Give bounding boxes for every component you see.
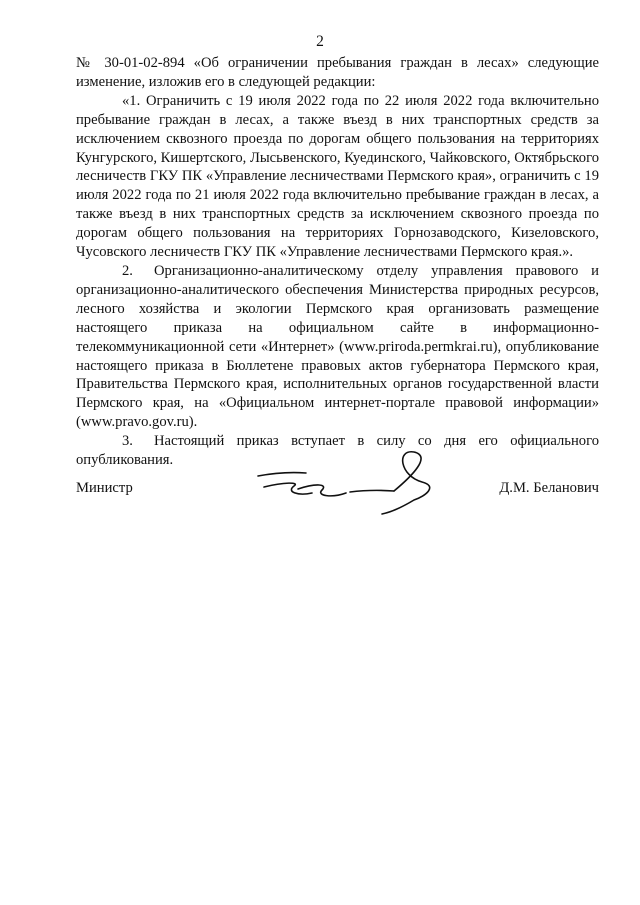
paragraph-2-number: 2. [122,262,133,279]
paragraph-1-quoted: «1. Ограничить с 19 июля 2022 года по 22 июля 2022 года включительно пребывание граждан в лесах, а также въезд в них транспортных средств за исключением сквозного проезда по дорогам общего пользования на территориях Кунгурского, Кишертского, Лысьвенского, Куединского, Чайковского, Октябрьского лесничеств ГКУ ПК «Управление лесничествами Пермского края», ограничить с 19 июля 2022 года по 21 июля 2022 года включительно пребывание граждан в лесах, а также въезд в них транспортных средств за исключением сквозного проезда по дорогам общего пользования на территориях Горнозаводского, Кизеловского, Чусовского лесничеств ГКУ ПК «Управление лесничествами Пермского края.». [76,92,599,261]
signatory-title: Министр [76,480,133,496]
signatory-name: Д.М. Беланович [499,480,599,496]
paragraph-2 [76,262,599,432]
document-body [76,54,599,470]
page-number: 2 [316,33,324,50]
paragraph-2-text: Организационно-аналитическому отделу управления правового и организационно-аналитического обеспечения Министерства природных ресурсов, лесного хозяйства и экологии Пермского края организовать размещение настоящего приказа на официальном сайте в информационно-телекоммуникационной сети «Интернет» (www.priroda.permkrai.ru), опубликование настоящего приказа в Бюллетене правовых актов губернатора Пермского края, Правительства Пермского края, исполнительных органов государственной власти Пермского края, на «Официальном интернет-портале правовой информации» (www.pravo.gov.ru). [76,262,599,431]
signature-block [76,470,599,530]
paragraph-3-text: Настоящий приказ вступает в силу со дня его официального опубликования. [76,433,599,469]
paragraph-3-number: 3. [122,433,133,450]
handwritten-signature [254,446,444,516]
paragraph-intro: № 30-01-02-894 «Об ограничении пребывания граждан в лесах» следующие изменение, изложив его в следующей редакции: [76,55,599,90]
